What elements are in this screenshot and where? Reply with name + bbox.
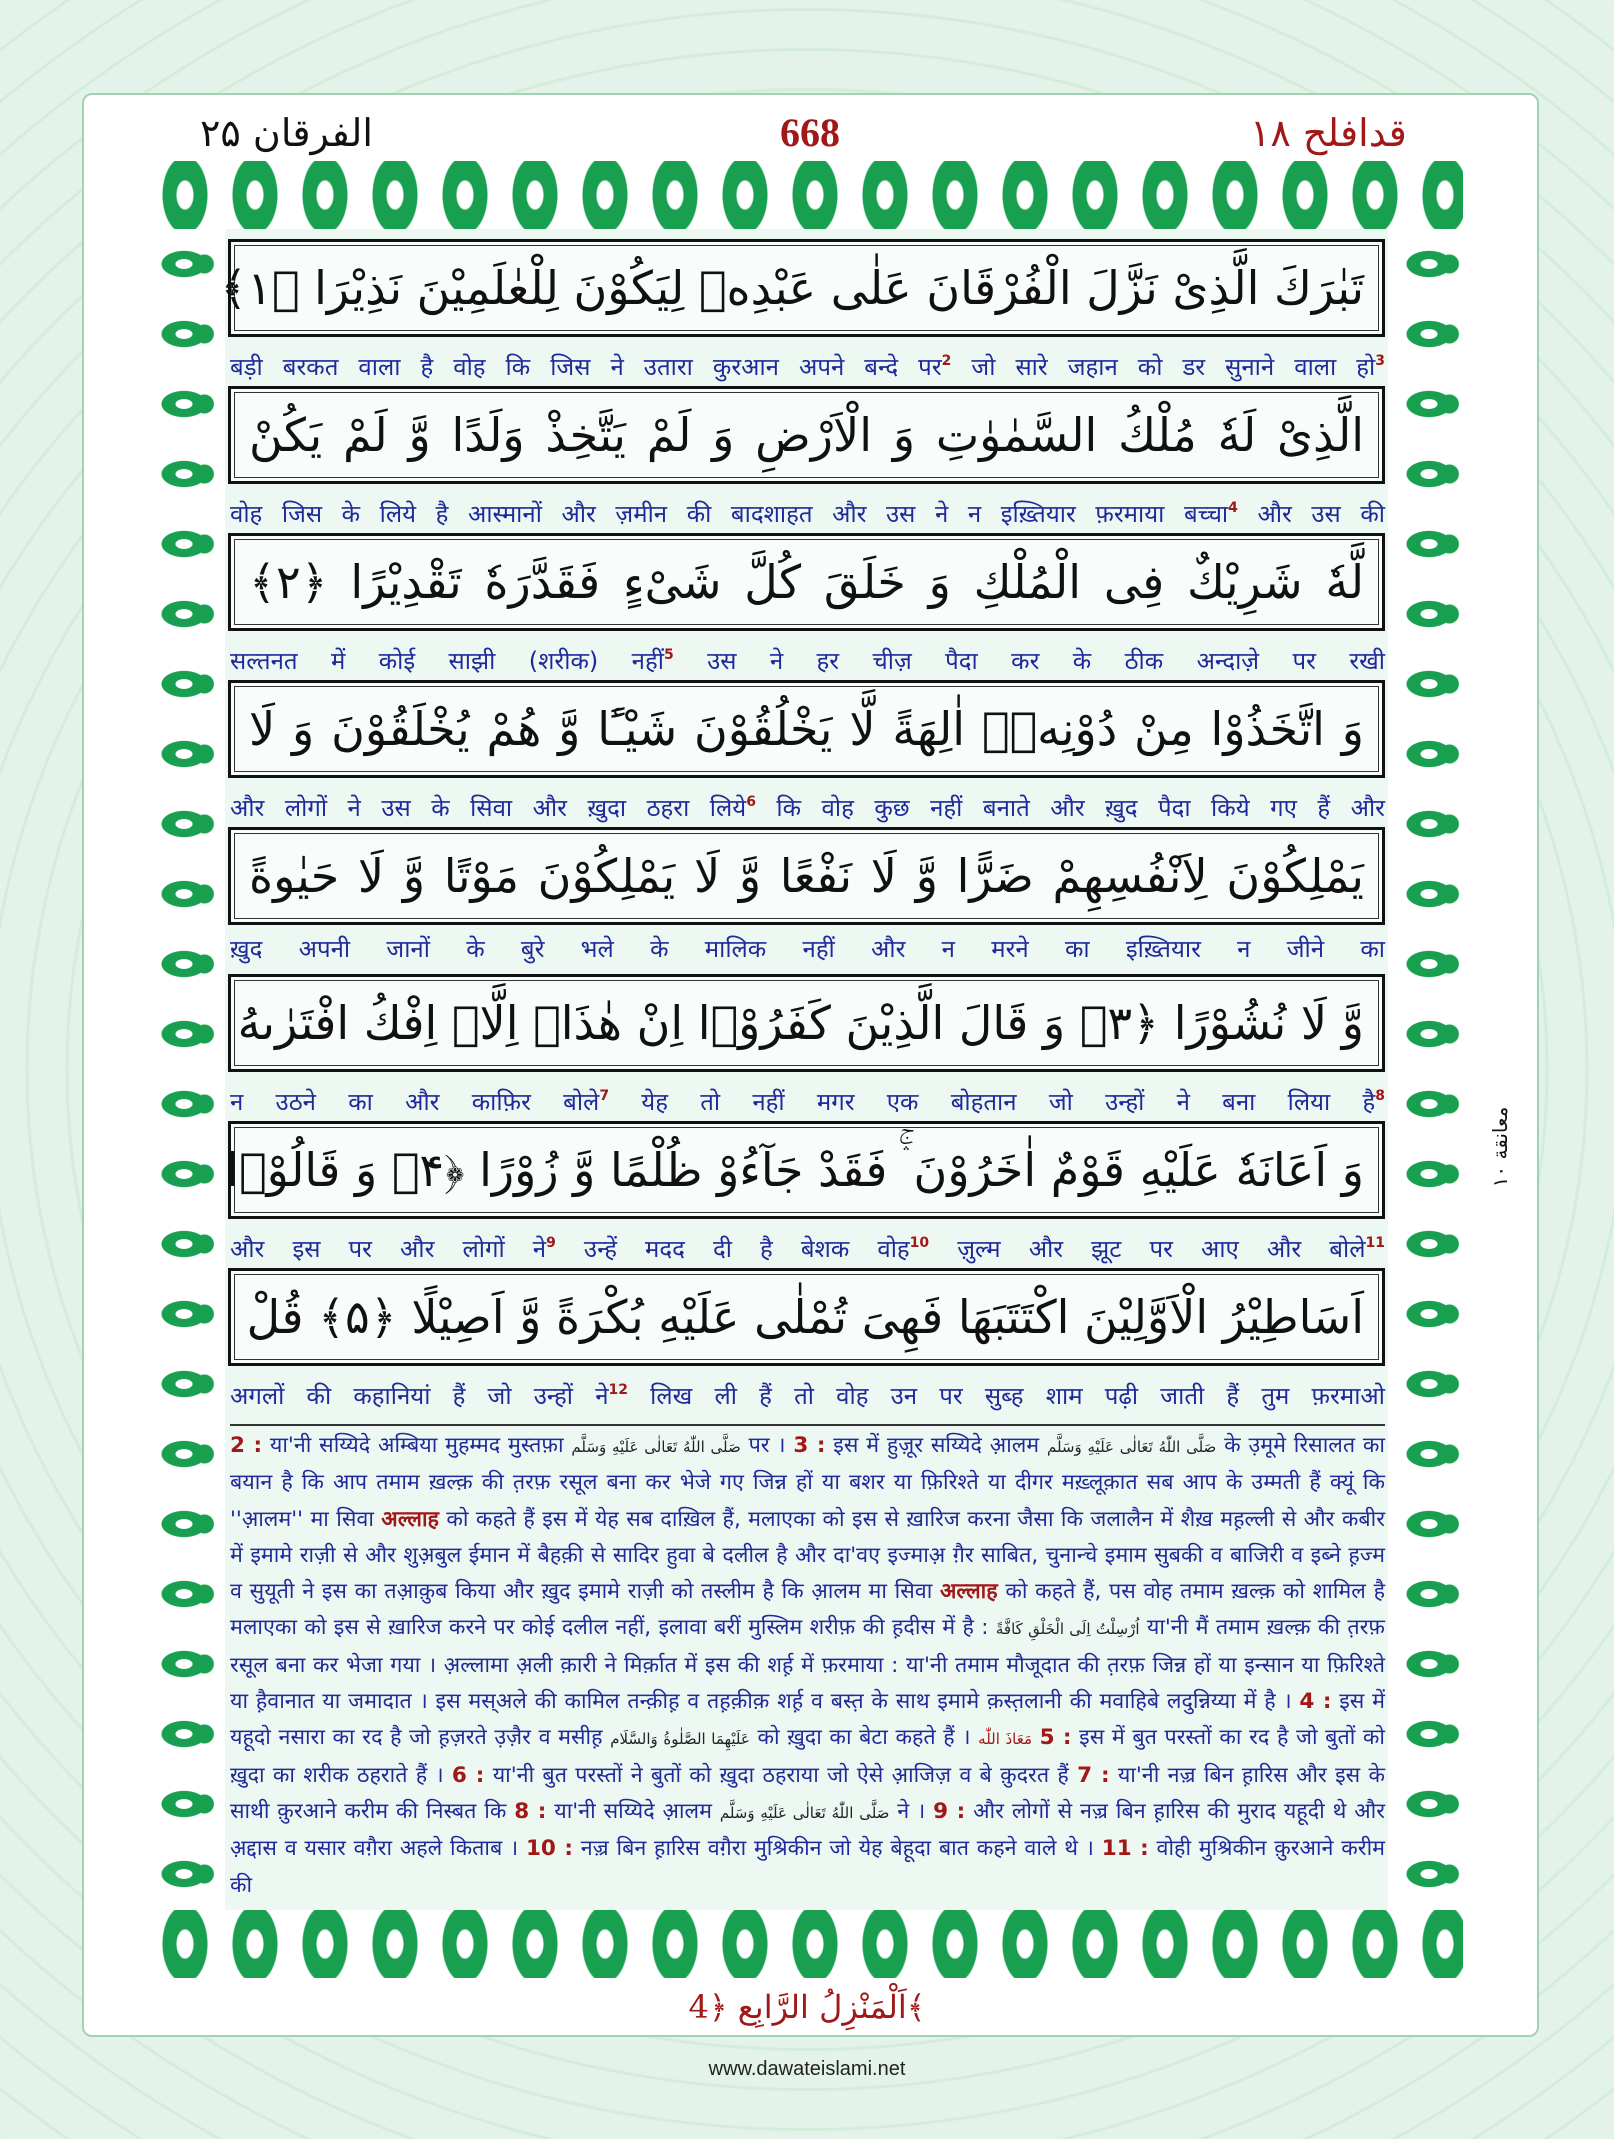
verse-box: وَ اَعَانَهٗ عَلَیْهِ قَوْمٌ اٰخَرُوْنَ ۛۚ فَقَدْ جَآءُوْ ظُلْمًا وَّ زُوْرًا ﴿۴﴾ وَ قَالُوْۤا bbox=[228, 1121, 1385, 1219]
arabic-honorific: صَلَّى اللّٰهُ تَعَالٰى عَلَيْهِ وَسَلَّم bbox=[719, 1803, 890, 1822]
translation-line bbox=[230, 1223, 1385, 1263]
translation-line bbox=[230, 782, 1385, 822]
manzil-label: اَلْمَنْزِلُ الرَّابِع ﴿4﴾ bbox=[688, 1988, 926, 2026]
allah-word: अल्लाह bbox=[939, 1579, 998, 1605]
footnote-ref[interactable]: 9 bbox=[546, 1235, 556, 1251]
footnote-text: ने । bbox=[889, 1798, 934, 1824]
arabic-honorific: اُرْسِلْتُ اِلَى الْخَلْقِ كَافَّةً bbox=[995, 1620, 1140, 1639]
footnote-text: या'नी बुत परस्तों ने बुतों को ख़ुदा ठहराया जो ऐसे आ़जिज़ व बे क़ुदरत हैं bbox=[484, 1762, 1078, 1788]
verse-box: لَّهٗ شَرِیْكٌ فِی الْمُلْكِ وَ خَلَقَ كُلَّ شَیْءٍ فَقَدَّرَهٗ تَقْدِیْرًا ﴿۲﴾ bbox=[228, 533, 1385, 631]
footnote-ref[interactable]: 3 bbox=[1375, 353, 1385, 369]
page-number: 668 bbox=[780, 110, 840, 155]
footnote-ref[interactable]: 7 bbox=[599, 1088, 610, 1104]
translation-text: लिख ली हैं तो वोह उन पर सुब्ह शाम पढ़ी जाती हैं तुम फ़रमाओ bbox=[628, 1382, 1385, 1410]
footnote-number: 4 : bbox=[1299, 1689, 1332, 1715]
footnote-text: इस में यहूदो नसारा का रद है जो ह़ज़रते उ़ज़ैर व मसीह़ bbox=[230, 1689, 1385, 1751]
footnote-text: और लोगों से नज़्र बिन ह़ारिस की मुराद यहूदी थे और अ़द्दास व यसार वग़ैरा अहले किताब । bbox=[230, 1798, 1385, 1862]
translation-line bbox=[230, 1370, 1385, 1410]
footnote-text: पर । bbox=[740, 1433, 794, 1458]
footnote-text: इस में हुज़ूर सय्यिदे आ़लम bbox=[825, 1433, 1047, 1458]
top-floral-border bbox=[150, 161, 1463, 229]
footnote-text: को ख़ुदा का बेटा कहते हैं । bbox=[749, 1725, 979, 1751]
footnote-text: इस में बुत परस्तों का रद है जो बुतों को ख़ुदा का शरीक ठहराते हैं । bbox=[230, 1725, 1385, 1788]
footnote-ref[interactable]: 11 bbox=[1365, 1235, 1385, 1251]
footnote-number: 5 : bbox=[1039, 1725, 1072, 1751]
footnote-text: को कहते हैं, पस वोह तमाम ख़ल्क़ को शामिल है मलाएका को इस से ख़ारिज करने पर कोई दलील नहीं, इलावा बरीं मुस्लिम शरीफ़ की ह़दीस में है : bbox=[230, 1579, 1385, 1641]
translation-text: वोह जिस के लिये है आस्मानों और ज़मीन की बादशाहत और उस ने न इख़्तियार फ़रमाया बच्चा bbox=[230, 500, 1229, 528]
footnote-number: 3 : bbox=[793, 1433, 826, 1458]
translation-text: न उठने का और काफ़िर बोले bbox=[230, 1088, 600, 1116]
translation-line bbox=[230, 488, 1385, 528]
translation-text: उन्हें मदद दी है बेशक वोह bbox=[555, 1235, 910, 1263]
footnote-ref[interactable]: 10 bbox=[909, 1235, 930, 1251]
footnote-number: 8 : bbox=[514, 1798, 547, 1824]
footnote-ref[interactable]: 8 bbox=[1375, 1088, 1385, 1104]
footnote-number: 6 : bbox=[451, 1762, 485, 1788]
surah-name-header: الفرقان ۲۵ bbox=[200, 111, 373, 155]
left-floral-border bbox=[150, 229, 218, 1910]
translation-text: ज़ुल्म और झूट पर आए और बोले bbox=[929, 1235, 1366, 1263]
translation-text: येह तो नहीं मगर एक बोहतान जो उन्हों ने बना लिया है bbox=[609, 1088, 1376, 1116]
footnote-text: वोही मुश्रिकीन क़ुरआने करीम की bbox=[230, 1836, 1385, 1898]
footnote-number: 9 : bbox=[933, 1798, 966, 1824]
verse-box: وَ اتَّخَذُوْا مِنْ دُوْنِهٖۤ اٰلِهَةً لَّا یَخْلُقُوْنَ شَیْـًٔا وَّ هُمْ یُخْلَقُوْنَ وَ لَا bbox=[228, 680, 1385, 778]
arabic-honorific: صَلَّى اللّٰهُ تَعَالٰى عَلَيْهِ وَسَلَّم bbox=[1046, 1438, 1217, 1456]
translation-text: उस ने हर चीज़ पैदा कर के ठीक अन्दाज़े पर रखी bbox=[673, 647, 1385, 675]
translation-text: और लोगों ने उस के सिवा और ख़ुदा ठहरा लिये bbox=[230, 794, 747, 822]
footnote-text: या'नी सय्यिदे आ़लम bbox=[546, 1798, 720, 1824]
translation-text: जो सारे जहान को डर सुनाने वाला हो bbox=[951, 353, 1376, 381]
footnote-ref[interactable]: 4 bbox=[1228, 500, 1238, 516]
arabic-honorific: عَلَيْهِمَا الصَّلٰوةُ وَالسَّلَام bbox=[610, 1730, 750, 1749]
footnote-text: के उ़मूमे रिसालत का बयान है कि आप तमाम ख़ल्क़ की त़रफ़ रसूल बना कर भेजे गए जिन्न हों या बशर या फ़िरिश्ते या दीगर मख़्लूक़ात सब आप के उम्मती हैं क्यूं कि ''आ़लम'' मा सिवा bbox=[230, 1433, 1386, 1532]
verse-box: تَبٰرَكَ الَّذِیْ نَزَّلَ الْفُرْقَانَ عَلٰى عَبْدِهٖ لِیَكُوْنَ لِلْعٰلَمِیْنَ نَذِیْرَا ﴿۱﴾ bbox=[228, 239, 1385, 337]
verse-box: یَمْلِكُوْنَ لِاَنْفُسِهِمْ ضَرًّا وَّ لَا نَفْعًا وَّ لَا یَمْلِكُوْنَ مَوْتًا وَّ لَا حَیٰوةً bbox=[228, 827, 1385, 925]
translation-text: सल्तनत में कोई साझी (शरीक) नहीं bbox=[230, 647, 664, 675]
translation-line bbox=[230, 635, 1385, 675]
translation-text: बड़ी बरकत वाला है वोह कि जिस ने उतारा कुरआन अपने बन्दे पर bbox=[230, 353, 942, 381]
margin-note: معانقة ۱۰ bbox=[1488, 1106, 1512, 1188]
translation-line bbox=[230, 929, 1385, 969]
footnote-ref[interactable]: 6 bbox=[746, 794, 756, 810]
verse-box: وَّ لَا نُشُوْرًا ﴿۳﴾ وَ قَالَ الَّذِیْنَ كَفَرُوْۤا اِنْ هٰذَاۤ اِلَّاۤ اِفْكُ افْتَرٰىهُ bbox=[228, 974, 1385, 1072]
translation-text: कि वोह कुछ नहीं बनाते और ख़ुद पैदा किये गए हैं और bbox=[755, 794, 1385, 822]
verse-box: الَّذِیْ لَهٗ مُلْكُ السَّمٰوٰتِ وَ الْاَرْضِ وَ لَمْ یَتَّخِذْ وَلَدًا وَّ لَمْ یَكُنْ bbox=[228, 386, 1385, 484]
translation-text: और इस पर और लोगों ने bbox=[230, 1235, 547, 1263]
footnote-text: नज़्र बिन ह़ारिस वग़ैरा मुश्रिकीन जो येह बेहूदा बात कहने वाले थे । bbox=[572, 1836, 1102, 1862]
bottom-floral-border bbox=[150, 1910, 1463, 1978]
footnote-ref[interactable]: 12 bbox=[608, 1382, 628, 1398]
footnote-number: 2 : bbox=[230, 1433, 263, 1458]
para-name-header: قدافلح ۱۸ bbox=[1250, 111, 1407, 155]
footnote-number: 10 : bbox=[525, 1836, 573, 1862]
right-floral-border bbox=[1395, 229, 1463, 1910]
footnote-ref[interactable]: 2 bbox=[941, 353, 952, 369]
footnote-text: या'नी नज़्र बिन ह़ारिस और इस के साथी क़ुरआने करीम की निस्बत कि bbox=[230, 1762, 1386, 1824]
arabic-honorific: صَلَّى اللّٰهُ تَعَالٰى عَلَيْهِ وَسَلَّم bbox=[571, 1438, 741, 1456]
footnote-ref[interactable]: 5 bbox=[663, 647, 674, 663]
footnote-text: या'नी मैं तमाम ख़ल्क़ की त़रफ़ रसूल बना कर भेजा गया । अ़ल्लामा अ़ली क़ारी ने मिर्क़ात में इस की शर्ह़ में फ़रमाया : या'नी तमाम मौजूदात की त़रफ़ जिन्न हों या इन्सान या फ़िरिश्ते या ह़ैवानात या जमादात । इस मस्अले की कामिल तन्क़ीह़ व तह़क़ीक़ शर्ह़ व बस्त़ के साथ इमामे क़स्त़लानी की मवाहिबे लदुन्निय्या में है । bbox=[230, 1615, 1385, 1715]
footnote-number: 7 : bbox=[1077, 1762, 1110, 1788]
allah-word: अल्लाह bbox=[381, 1506, 439, 1532]
arabic-phrase: مَعَاذَ اللّٰه bbox=[978, 1730, 1032, 1749]
translation-text: ख़ुद अपनी जानों के बुरे भले के मालिक नहीं और न मरने का इख़्तियार न जीने का bbox=[230, 935, 1385, 963]
translation-text: और उस की bbox=[1237, 500, 1385, 528]
verse-box: اَسَاطِیْرُ الْاَوَّلِیْنَ اكْتَتَبَهَا فَهِیَ تُمْلٰى عَلَیْهِ بُكْرَةً وَّ اَصِیْلًا ﴿۵﴾ قُلْ bbox=[228, 1268, 1385, 1366]
footnote-text bbox=[1032, 1725, 1040, 1750]
footnote-number: 11 : bbox=[1101, 1836, 1149, 1862]
website-url[interactable]: www.dawateislami.net bbox=[708, 2058, 906, 2080]
translation-line bbox=[230, 341, 1385, 381]
footnotes bbox=[230, 1424, 1385, 1906]
footnote-text: को कहते हैं इस में येह सब दाख़िल हैं, मलाएका को इस से ख़ारिज करना जैसा कि जलालैन में शैख़ मह़ल्ली से और कबीर में इमामे राज़ी से और शुअ़बुल ईमान में बैहक़ी से सादिर हुवा बे दलील है और दा'वए इज्माअ़ ग़ैर साबित, चुनान्चे इमाम सुबकी व बाजिरी व इब्ने ह़ज्म व सुयूती ने इस का तआ़क़ुब किया और ख़ुद इमामे राज़ी को तस्लीम है कि आ़लम मा सिवा bbox=[230, 1506, 1385, 1605]
footnote-text: या'नी सय्यिदे अम्बिया मुहम्मद मुस्तफ़ा bbox=[262, 1433, 572, 1458]
translation-text: अगलों की कहानियां हैं जो उन्हों ने bbox=[230, 1382, 609, 1410]
translation-line bbox=[230, 1076, 1385, 1116]
